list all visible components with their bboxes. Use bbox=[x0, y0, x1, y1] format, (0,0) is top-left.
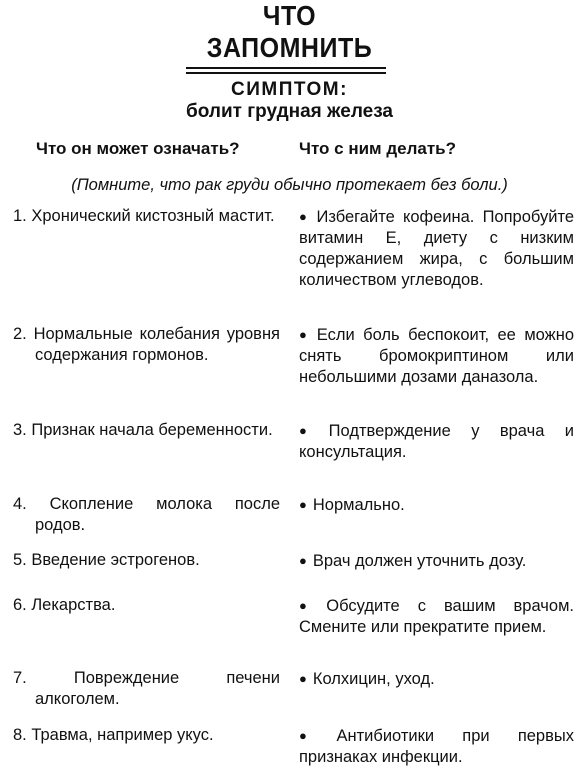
bullet-icon: ● bbox=[299, 598, 321, 613]
bullet-icon: ● bbox=[299, 497, 307, 512]
action-text-3: Подтверждение у врача и консультация. bbox=[299, 422, 574, 461]
action-item-5 bbox=[299, 550, 574, 572]
action-text-7: Колхицин, уход. bbox=[312, 670, 435, 688]
action-text-6: Обсудите с вашим врачом. Смените или прекратите прием. bbox=[299, 597, 574, 636]
action-item-4 bbox=[299, 494, 574, 516]
action-item-7 bbox=[299, 668, 574, 690]
action-item-2 bbox=[299, 324, 574, 388]
column-heading-meaning: Что он может означать? bbox=[36, 139, 240, 158]
action-item-8 bbox=[299, 725, 574, 768]
action-text-1: Избегайте кофеина. Попробуйте витамин Е, диету с низким содержанием жира, с большим количеством углеводов. bbox=[299, 208, 574, 289]
cause-item-4: 4. Скопление молока после родов. bbox=[13, 495, 280, 534]
title-line-1: ЧТО bbox=[262, 0, 317, 32]
bullet-icon: ● bbox=[299, 671, 307, 686]
column-heading-action: Что с ним делать? bbox=[299, 139, 457, 158]
bullet-icon: ● bbox=[299, 728, 331, 743]
action-text-2: Если боль беспокоит, ее можно снять бромокриптином или небольшими дозами даназола. bbox=[299, 326, 574, 386]
title-underline-top bbox=[186, 67, 386, 69]
action-item-3 bbox=[299, 420, 574, 463]
cause-item-2: 2. Нормальные колебания уровня содержания гормонов. bbox=[13, 325, 280, 364]
action-text-8: Антибиотики при первых признаках инфекции. bbox=[299, 727, 574, 766]
title-line-2: ЗАПОМНИТЬ bbox=[206, 32, 373, 64]
cause-item-8: 8. Травма, например укус. bbox=[13, 726, 214, 744]
action-text-4: Нормально. bbox=[312, 496, 405, 514]
cause-item-5: 5. Введение эстрогенов. bbox=[13, 551, 200, 569]
action-item-1 bbox=[299, 206, 574, 291]
bullet-icon: ● bbox=[299, 423, 323, 438]
cause-item-3: 3. Признак начала беременности. bbox=[13, 421, 273, 439]
action-text-5: Врач должен уточнить дозу. bbox=[312, 552, 527, 570]
note-text: (Помните, что рак груди обычно протекает без боли.) bbox=[71, 176, 508, 194]
symptom-label: СИМПТОМ: bbox=[231, 79, 348, 100]
title-underline-bottom bbox=[186, 72, 386, 74]
cause-item-1: 1. Хронический кистозный мастит. bbox=[13, 207, 275, 225]
bullet-icon: ● bbox=[299, 553, 307, 568]
cause-item-6: 6. Лекарства. bbox=[13, 596, 116, 614]
bullet-icon: ● bbox=[299, 327, 311, 342]
bullet-icon: ● bbox=[299, 209, 311, 224]
action-item-6 bbox=[299, 595, 574, 638]
cause-item-7: 7. Повреждение печени алкоголем. bbox=[13, 669, 280, 708]
symptom-text: болит грудная железа bbox=[186, 101, 393, 122]
